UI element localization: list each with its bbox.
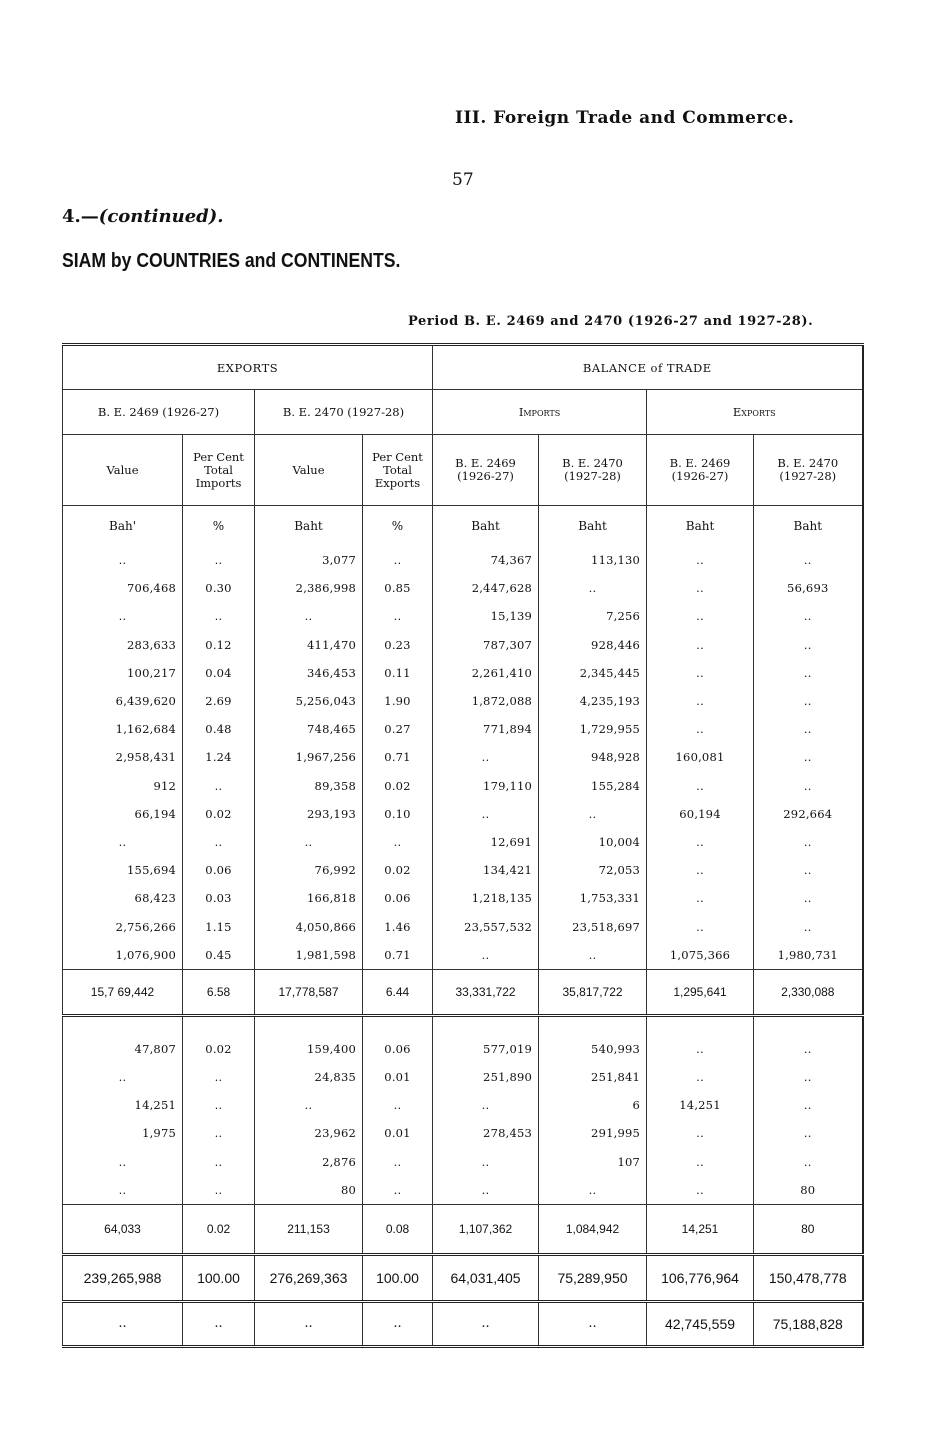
table-cell: 2,876 [255, 1148, 363, 1176]
year-2469-header: B. E. 2469 (1926-27) [63, 390, 255, 435]
table-cell: 23,518,697 [539, 912, 647, 940]
table-cell: .. [754, 884, 863, 912]
table-cell: 24,835 [255, 1063, 363, 1091]
table-row [63, 687, 863, 715]
table-cell: 1,076,900 [63, 941, 183, 970]
table-cell: 251,890 [433, 1063, 539, 1091]
table-cell: 80 [255, 1176, 363, 1205]
table-cell: 23,557,532 [433, 912, 539, 940]
table-cell: .. [183, 1091, 255, 1119]
table-cell: .. [647, 659, 754, 687]
table-cell: .. [363, 1091, 433, 1119]
table-cell: .. [433, 1091, 539, 1119]
table-cell: 2.69 [183, 687, 255, 715]
table-cell: 540,993 [539, 1035, 647, 1063]
table-cell: 0.12 [183, 631, 255, 659]
balance-cell: .. [539, 1301, 647, 1346]
total-cell: 75,289,950 [539, 1254, 647, 1301]
balance-exports-header: Exports [647, 390, 863, 435]
table-cell: 0.27 [363, 715, 433, 743]
table-cell: .. [647, 1063, 754, 1091]
table-cell: .. [363, 1148, 433, 1176]
table-cell: 0.23 [363, 631, 433, 659]
table-row [63, 659, 863, 687]
unit-cell: % [363, 506, 433, 547]
table-cell: 0.02 [183, 800, 255, 828]
table-cell: 0.71 [363, 743, 433, 771]
table-cell: .. [754, 602, 863, 630]
table-cell: .. [363, 546, 433, 574]
table-row [63, 631, 863, 659]
table-cell: .. [255, 1091, 363, 1119]
table-cell: 72,053 [539, 856, 647, 884]
table-cell: .. [433, 1176, 539, 1205]
table-row [63, 1035, 863, 1063]
table-cell: 6,439,620 [63, 687, 183, 715]
unit-cell: Baht [754, 506, 863, 547]
table-cell: 283,633 [63, 631, 183, 659]
table-cell: 787,307 [433, 631, 539, 659]
table-cell: 0.10 [363, 800, 433, 828]
total-cell: 100.00 [363, 1254, 433, 1301]
table-cell: 179,110 [433, 772, 539, 800]
table-cell: .. [754, 856, 863, 884]
table-row [63, 884, 863, 912]
table-cell: 0.71 [363, 941, 433, 970]
table-cell: 1,729,955 [539, 715, 647, 743]
table-cell: .. [183, 772, 255, 800]
trade-table [62, 343, 864, 1348]
table-cell: 56,693 [754, 574, 863, 602]
table-cell: 2,386,998 [255, 574, 363, 602]
table-cell: 66,194 [63, 800, 183, 828]
balance-exports-2470-header: B. E. 2470 (1927-28) [754, 435, 863, 506]
balance-cell: 42,745,559 [647, 1301, 754, 1346]
table-row [63, 828, 863, 856]
table-cell: 89,358 [255, 772, 363, 800]
table-cell: .. [433, 1148, 539, 1176]
table-cell: .. [647, 856, 754, 884]
table-cell: .. [754, 912, 863, 940]
table-cell: .. [647, 1148, 754, 1176]
table-cell: 15,139 [433, 602, 539, 630]
table-cell: .. [433, 743, 539, 771]
table-cell: 76,992 [255, 856, 363, 884]
table-cell: 1.24 [183, 743, 255, 771]
table-cell: 1,753,331 [539, 884, 647, 912]
table-cell: .. [754, 659, 863, 687]
continued-number: 4.— [62, 206, 99, 227]
table-cell: 291,995 [539, 1119, 647, 1147]
table-cell: 1,967,256 [255, 743, 363, 771]
table-cell: .. [647, 546, 754, 574]
table-cell: 1,075,366 [647, 941, 754, 970]
table-cell: .. [183, 1148, 255, 1176]
balance-group-header: BALANCE of TRADE [433, 345, 863, 390]
year-2470-header: B. E. 2470 (1927-28) [255, 390, 433, 435]
total-cell: 239,265,988 [63, 1254, 183, 1301]
table-cell: 68,423 [63, 884, 183, 912]
table-cell: .. [754, 1119, 863, 1147]
table-cell: .. [539, 1176, 647, 1205]
table-cell: 2,447,628 [433, 574, 539, 602]
table-cell: 251,841 [539, 1063, 647, 1091]
table-cell: 7,256 [539, 602, 647, 630]
table-cell: .. [183, 1119, 255, 1147]
table-row [63, 856, 863, 884]
table-cell: .. [539, 800, 647, 828]
table-cell: 155,694 [63, 856, 183, 884]
table-cell: .. [647, 602, 754, 630]
unit-cell: Baht [433, 506, 539, 547]
table-cell: .. [183, 828, 255, 856]
spacer-row [63, 1015, 863, 1035]
table-cell: 14,251 [63, 1091, 183, 1119]
table-cell: 160,081 [647, 743, 754, 771]
table-cell: .. [63, 1063, 183, 1091]
value-header: Value [63, 435, 183, 506]
subtotal-cell: 6.58 [183, 969, 255, 1015]
year-header-row [63, 390, 863, 435]
table-cell: 100,217 [63, 659, 183, 687]
country-rows-group-2 [63, 1035, 863, 1205]
group-header-row [63, 345, 863, 390]
table-row [63, 574, 863, 602]
total-cell: 150,478,778 [754, 1254, 863, 1301]
table-row [63, 800, 863, 828]
table-cell: .. [754, 1035, 863, 1063]
table-cell: 0.02 [183, 1035, 255, 1063]
subtotal-cell: 35,817,722 [539, 969, 647, 1015]
subtotal-cell: 17,778,587 [255, 969, 363, 1015]
subtotal-cell: 0.02 [183, 1204, 255, 1254]
table-cell: 0.01 [363, 1119, 433, 1147]
table-cell: .. [433, 941, 539, 970]
table-cell: 2,345,445 [539, 659, 647, 687]
total-cell: 276,269,363 [255, 1254, 363, 1301]
table-cell: 1.90 [363, 687, 433, 715]
table-cell: .. [647, 715, 754, 743]
table-cell: .. [363, 602, 433, 630]
units-row [63, 506, 863, 547]
table-cell: 292,664 [754, 800, 863, 828]
table-cell: .. [63, 828, 183, 856]
table-cell: 278,453 [433, 1119, 539, 1147]
table-row [63, 1148, 863, 1176]
subtotal-cell: 2,330,088 [754, 969, 863, 1015]
table-row [63, 602, 863, 630]
table-cell: .. [754, 828, 863, 856]
table-cell: .. [63, 1148, 183, 1176]
unit-cell: Bah' [63, 506, 183, 547]
table-cell: .. [754, 687, 863, 715]
table-cell: .. [539, 574, 647, 602]
table-cell: 0.06 [363, 884, 433, 912]
table-cell: .. [63, 546, 183, 574]
column-header-row [63, 435, 863, 506]
table-cell: .. [183, 1176, 255, 1205]
subtotal-cell: 64,033 [63, 1204, 183, 1254]
table-cell: 60,194 [647, 800, 754, 828]
country-rows-group-1 [63, 546, 863, 969]
table-cell: .. [183, 1063, 255, 1091]
balance-cell: .. [255, 1301, 363, 1346]
table-cell: 166,818 [255, 884, 363, 912]
table-cell: .. [647, 772, 754, 800]
table-cell: 134,421 [433, 856, 539, 884]
table-cell: 0.45 [183, 941, 255, 970]
grand-total-row [63, 1254, 863, 1301]
table-row [63, 715, 863, 743]
unit-cell: Baht [539, 506, 647, 547]
table-cell: .. [647, 574, 754, 602]
total-cell: 100.00 [183, 1254, 255, 1301]
table-cell: 12,691 [433, 828, 539, 856]
table-cell: 1,872,088 [433, 687, 539, 715]
table-cell: 2,756,266 [63, 912, 183, 940]
table-cell: .. [647, 687, 754, 715]
table-cell: .. [539, 941, 647, 970]
table-cell: 1,162,684 [63, 715, 183, 743]
table-cell: .. [754, 1091, 863, 1119]
table-cell: 2,261,410 [433, 659, 539, 687]
table-cell: 113,130 [539, 546, 647, 574]
table-cell: .. [754, 631, 863, 659]
table-cell: 4,050,866 [255, 912, 363, 940]
table-cell: 1,981,598 [255, 941, 363, 970]
table-cell: .. [754, 772, 863, 800]
table-cell: .. [255, 828, 363, 856]
table-cell: 706,468 [63, 574, 183, 602]
table-row [63, 912, 863, 940]
table-cell: 948,928 [539, 743, 647, 771]
balance-cell: 75,188,828 [754, 1301, 863, 1346]
table-cell: 10,004 [539, 828, 647, 856]
table-row [63, 1063, 863, 1091]
table-cell: .. [363, 828, 433, 856]
table-cell: .. [754, 1063, 863, 1091]
unit-cell: Baht [255, 506, 363, 547]
table-cell: 74,367 [433, 546, 539, 574]
table-cell: 4,235,193 [539, 687, 647, 715]
table-row [63, 772, 863, 800]
table-cell: .. [183, 546, 255, 574]
table-cell: 1.46 [363, 912, 433, 940]
table-cell: .. [647, 631, 754, 659]
table-cell: 0.01 [363, 1063, 433, 1091]
table-cell: 14,251 [647, 1091, 754, 1119]
table-cell: 5,256,043 [255, 687, 363, 715]
table-cell: .. [63, 602, 183, 630]
table-cell: 0.03 [183, 884, 255, 912]
balance-cell: .. [183, 1301, 255, 1346]
subtotal-row-2 [63, 1204, 863, 1254]
table-cell: 293,193 [255, 800, 363, 828]
total-cell: 64,031,405 [433, 1254, 539, 1301]
table-cell: 0.02 [363, 856, 433, 884]
table-cell: .. [647, 884, 754, 912]
subtotal-cell: 15,7 69,442 [63, 969, 183, 1015]
table-cell: 1,975 [63, 1119, 183, 1147]
table-row [63, 1091, 863, 1119]
table-cell: 107 [539, 1148, 647, 1176]
table-cell: 6 [539, 1091, 647, 1119]
table-cell: .. [647, 1119, 754, 1147]
table-cell: .. [63, 1176, 183, 1205]
subtotal-cell: 1,107,362 [433, 1204, 539, 1254]
table-title: SIAM by COUNTRIES and CONTINENTS. [62, 250, 401, 272]
continued-label [62, 206, 224, 227]
subtotal-cell: 6.44 [363, 969, 433, 1015]
table-cell: 0.02 [363, 772, 433, 800]
balance-imports-header: Imports [433, 390, 647, 435]
page-number: 57 [452, 170, 474, 190]
table-cell: .. [647, 828, 754, 856]
table-cell: 1.15 [183, 912, 255, 940]
unit-cell: Baht [647, 506, 754, 547]
unit-cell: % [183, 506, 255, 547]
table-cell: 0.11 [363, 659, 433, 687]
table-cell: 771,894 [433, 715, 539, 743]
table-cell: 0.06 [363, 1035, 433, 1063]
table-cell: .. [754, 715, 863, 743]
table-cell: 155,284 [539, 772, 647, 800]
table-cell: 346,453 [255, 659, 363, 687]
subtotal-cell: 14,251 [647, 1204, 754, 1254]
balance-imports-2470-header: B. E. 2470 (1927-28) [539, 435, 647, 506]
table-cell: 0.30 [183, 574, 255, 602]
balance-row [63, 1301, 863, 1346]
balance-cell: .. [433, 1301, 539, 1346]
table-cell: 0.85 [363, 574, 433, 602]
table-cell: .. [183, 602, 255, 630]
pct-imports-header: Per Cent Total Imports [183, 435, 255, 506]
table-cell: .. [754, 743, 863, 771]
table-cell: 1,980,731 [754, 941, 863, 970]
period-line: Period B. E. 2469 and 2470 (1926-27 and 1927-28). [408, 314, 814, 329]
table-row [63, 743, 863, 771]
balance-cell: .. [363, 1301, 433, 1346]
table-cell: 0.06 [183, 856, 255, 884]
total-cell: 106,776,964 [647, 1254, 754, 1301]
table-cell: 23,962 [255, 1119, 363, 1147]
section-title: III. Foreign Trade and Commerce. [455, 108, 795, 128]
table-cell: .. [647, 1035, 754, 1063]
table-cell: 748,465 [255, 715, 363, 743]
table-cell: .. [363, 1176, 433, 1205]
subtotal-cell: 211,153 [255, 1204, 363, 1254]
table-cell: .. [647, 1176, 754, 1205]
table-cell: 3,077 [255, 546, 363, 574]
table-cell: 159,400 [255, 1035, 363, 1063]
table-cell: .. [754, 546, 863, 574]
subtotal-row-1 [63, 969, 863, 1015]
table-cell: 0.48 [183, 715, 255, 743]
table-cell: .. [255, 602, 363, 630]
table-cell: 912 [63, 772, 183, 800]
table-cell: 1,218,135 [433, 884, 539, 912]
table-cell: 928,446 [539, 631, 647, 659]
table-cell: 411,470 [255, 631, 363, 659]
table-cell: .. [433, 800, 539, 828]
table-row [63, 1176, 863, 1205]
balance-cell: .. [63, 1301, 183, 1346]
table-cell: .. [754, 1148, 863, 1176]
continued-text: (continued). [98, 206, 224, 227]
table-cell: 0.04 [183, 659, 255, 687]
table-row [63, 941, 863, 970]
subtotal-cell: 1,084,942 [539, 1204, 647, 1254]
table-cell: 80 [754, 1176, 863, 1205]
table-cell: 577,019 [433, 1035, 539, 1063]
table-cell: 2,958,431 [63, 743, 183, 771]
table-row [63, 1119, 863, 1147]
balance-imports-2469-header: B. E. 2469 (1926-27) [433, 435, 539, 506]
table-cell: 47,807 [63, 1035, 183, 1063]
balance-exports-2469-header: B. E. 2469 (1926-27) [647, 435, 754, 506]
subtotal-cell: 1,295,641 [647, 969, 754, 1015]
subtotal-cell: 33,331,722 [433, 969, 539, 1015]
pct-exports-header: Per Cent Total Exports [363, 435, 433, 506]
exports-group-header: EXPORTS [63, 345, 433, 390]
subtotal-cell: 0.08 [363, 1204, 433, 1254]
table-row [63, 546, 863, 574]
value-header: Value [255, 435, 363, 506]
subtotal-cell: 80 [754, 1204, 863, 1254]
table-cell: .. [647, 912, 754, 940]
